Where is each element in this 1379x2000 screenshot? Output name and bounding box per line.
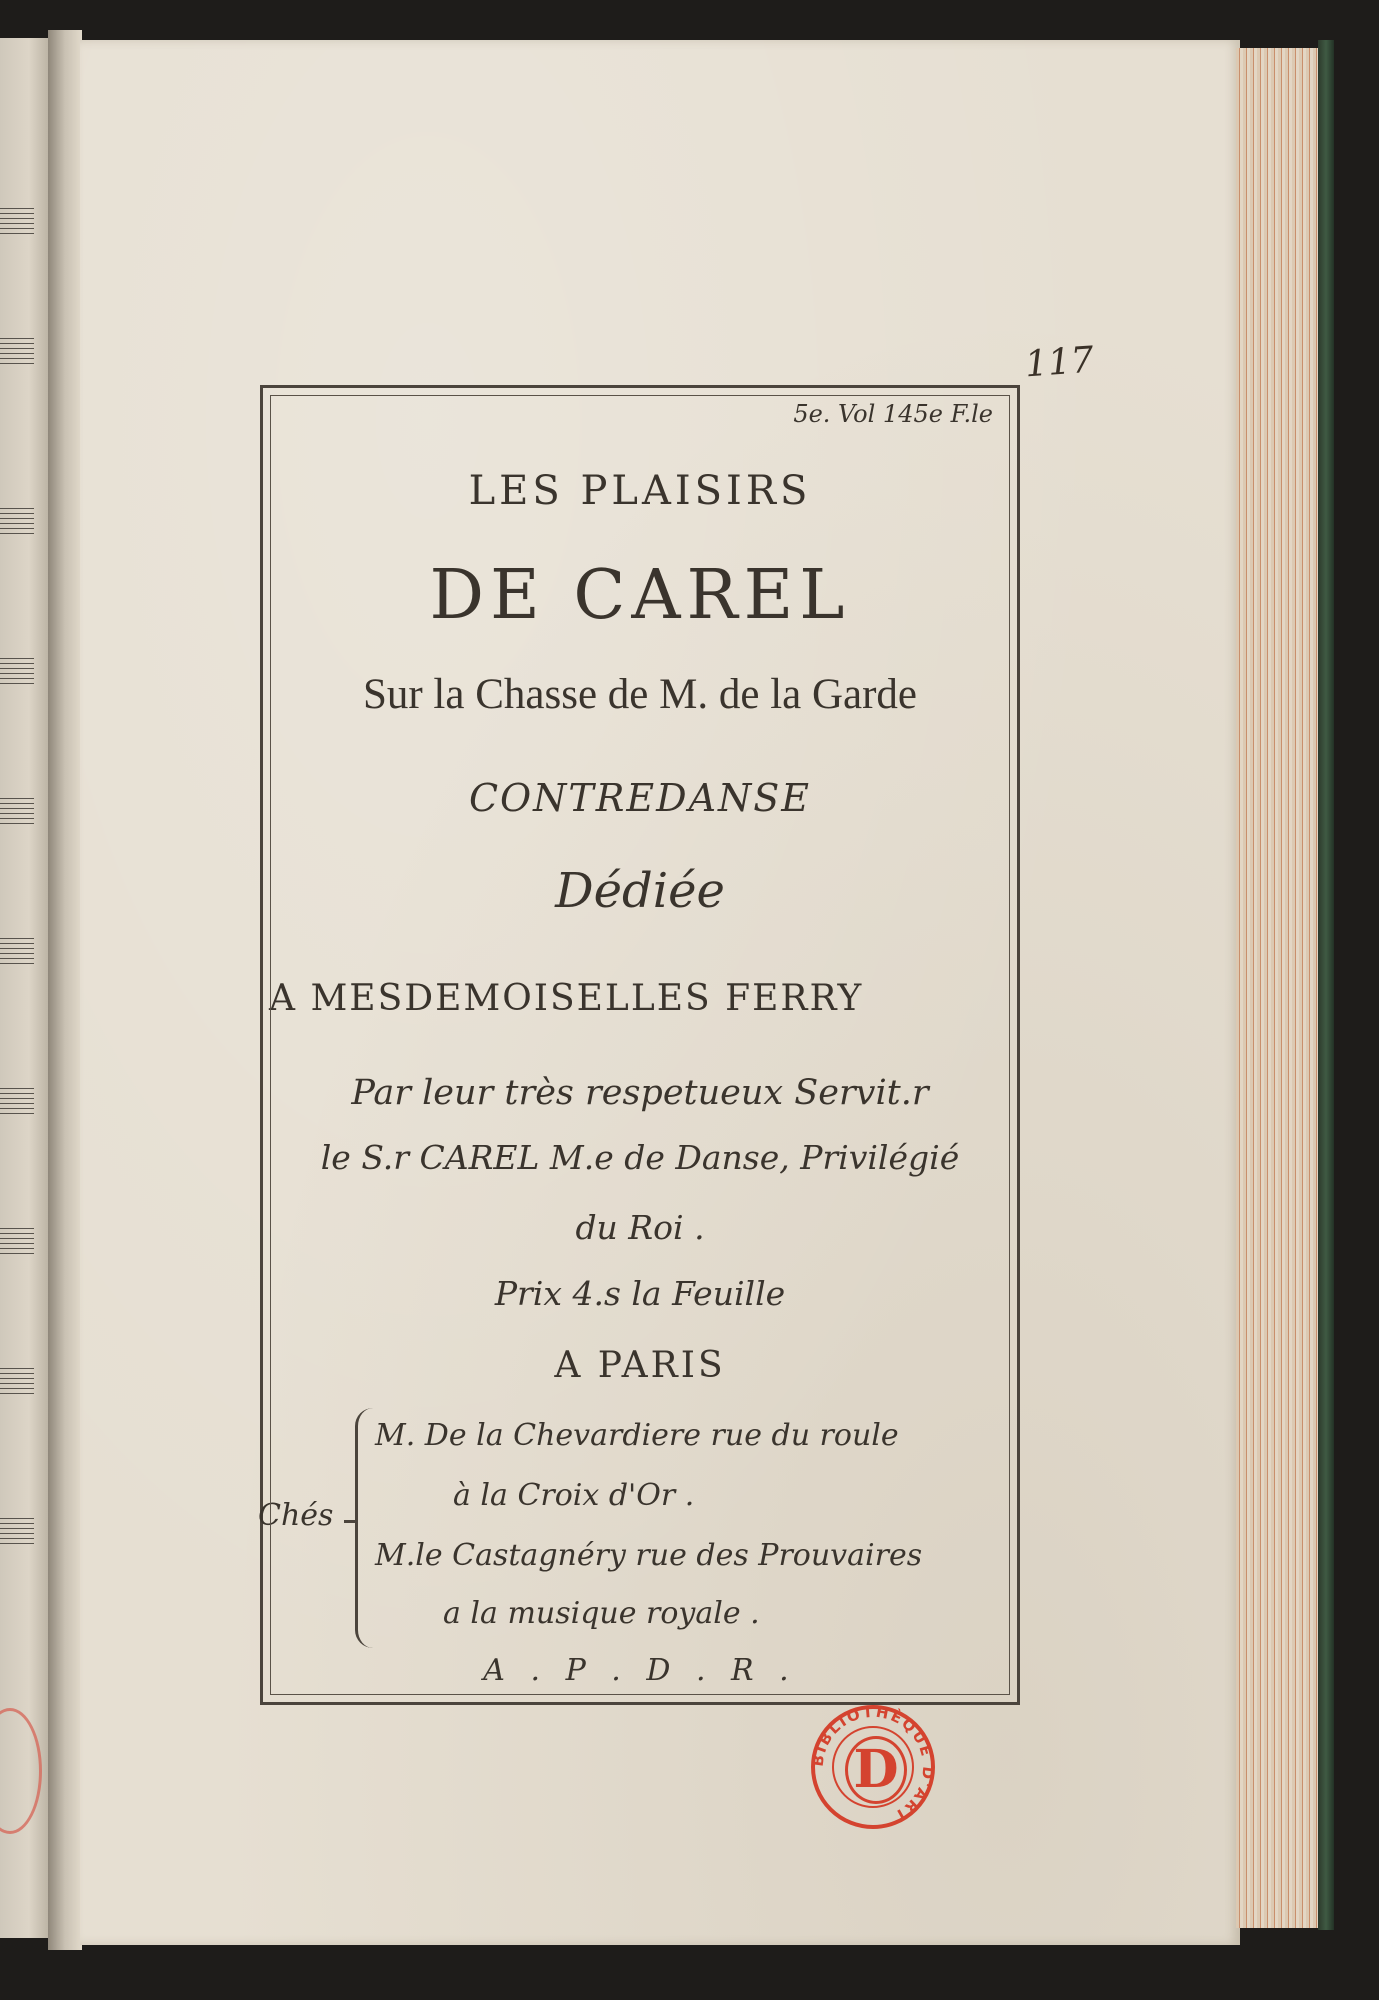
stamp-letter: D (845, 1736, 907, 1804)
music-staff (0, 938, 34, 964)
seller-address-1: M. De la Chevardiere rue du roule (375, 1418, 899, 1453)
seller-address-4: a la musique royale . (443, 1596, 760, 1631)
page-block-edges (1236, 48, 1322, 1928)
subtitle: Sur la Chasse de M. de la Garde (362, 671, 918, 718)
music-staff (0, 798, 34, 824)
page-number: 117 (1023, 339, 1096, 386)
dedication-recipients: A MESDEMOISELLES FERRY (269, 978, 864, 1019)
price-line: Prix 4.s la Feuille (494, 1274, 786, 1313)
previous-page-stamp (0, 1708, 42, 1834)
catalog-reference: 5e. Vol 145e F.le (793, 400, 993, 428)
music-staff (0, 508, 34, 534)
book-cover-edge (1318, 40, 1334, 1930)
title-frame (260, 385, 1020, 1705)
genre-label: CONTREDANSE (468, 776, 812, 820)
library-stamp (808, 1702, 938, 1832)
title-line-1: LES PLAISIRS (468, 468, 812, 514)
privilege-line: du Roi . (575, 1208, 705, 1247)
curly-brace (355, 1408, 382, 1648)
city-line: A PARIS (554, 1345, 726, 1386)
seller-address-3: M.le Castagnéry rue des Prouvaires (375, 1538, 923, 1573)
music-staff (0, 1228, 34, 1254)
title-page (80, 40, 1240, 1945)
book-gutter (48, 30, 82, 1950)
music-staff (0, 1368, 34, 1394)
previous-page-edge (0, 38, 48, 1938)
music-staff (0, 208, 34, 234)
music-staff (0, 338, 34, 364)
music-staff (0, 1088, 34, 1114)
author-line: le S.r CAREL M.e de Danse, Privilégié (320, 1138, 960, 1177)
dedication-label: Dédiée (555, 863, 725, 919)
music-staff (0, 658, 34, 684)
dedication-by-line: Par leur très respetueux Servit.r (351, 1073, 929, 1113)
title-line-2: DE CAREL (429, 556, 851, 635)
sellers-prefix: Chés (258, 1498, 334, 1533)
stamp-ring-text: BIBLIOTHÈQUE D'ART (808, 1702, 938, 1826)
music-staff (0, 1518, 34, 1544)
seller-address-2: à la Croix d'Or . (453, 1478, 695, 1513)
privilege-mark: A . P . D . R . (483, 1653, 797, 1688)
